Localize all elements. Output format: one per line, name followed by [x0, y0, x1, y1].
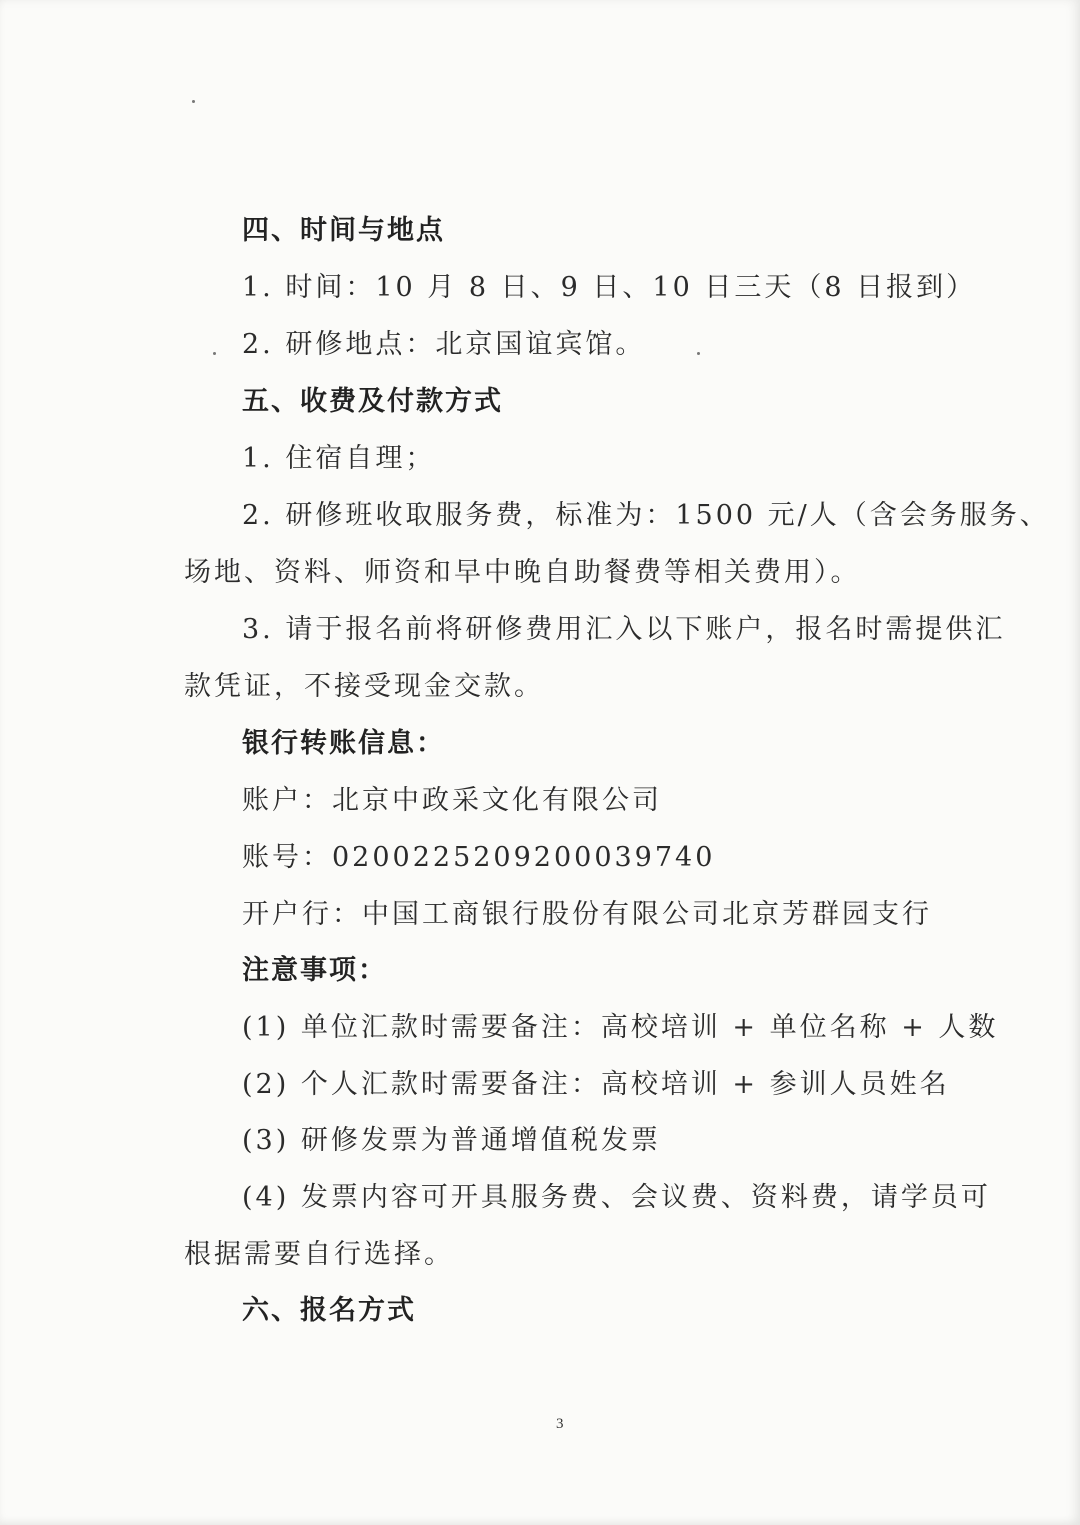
note-item-3: (3) 研修发票为普通增值税发票: [242, 1125, 661, 1156]
bank-branch-line: 开户行：中国工商银行股份有限公司北京芳群园支行: [242, 899, 932, 930]
time-line: 1. 时间：10 月 8 日、9 日、10 日三天（8 日报到）: [242, 272, 977, 303]
scan-speck: [697, 352, 700, 355]
note-item-4-line-1: (4) 发票内容可开具服务费、会议费、资料费，请学员可: [242, 1182, 991, 1213]
fee-line-2: 场地、资料、师资和早中晚自助餐费等相关费用）。: [184, 557, 861, 588]
bank-transfer-heading: 银行转账信息：: [242, 728, 445, 759]
notes-heading: 注意事项：: [242, 955, 387, 986]
fee-line-1: 2. 研修班收取服务费，标准为：1500 元/人（含会务服务、: [242, 500, 1050, 531]
section-four-heading: 四、时间与地点: [242, 215, 445, 246]
scan-speck: [192, 100, 195, 103]
accommodation-line: 1. 住宿自理；: [242, 443, 436, 474]
page-number: 3: [556, 1416, 564, 1432]
remit-line-1: 3. 请于报名前将研修费用汇入以下账户，报名时需提供汇: [242, 614, 1006, 645]
account-name-line: 账户：北京中政采文化有限公司: [242, 785, 662, 816]
remit-line-2: 款凭证，不接受现金交款。: [184, 671, 544, 702]
scan-speck: [213, 352, 216, 355]
note-item-2: (2) 个人汇款时需要备注：高校培训 + 参训人员姓名: [242, 1069, 950, 1100]
location-line: 2. 研修地点：北京国谊宾馆。: [242, 329, 646, 360]
account-number-line: 账号：0200225209200039740: [242, 842, 716, 873]
note-item-4-line-2: 根据需要自行选择。: [184, 1239, 454, 1270]
note-item-1: (1) 单位汇款时需要备注：高校培训 + 单位名称 + 人数: [242, 1012, 999, 1043]
section-five-heading: 五、收费及付款方式: [242, 386, 503, 417]
section-six-heading: 六、报名方式: [242, 1295, 416, 1326]
